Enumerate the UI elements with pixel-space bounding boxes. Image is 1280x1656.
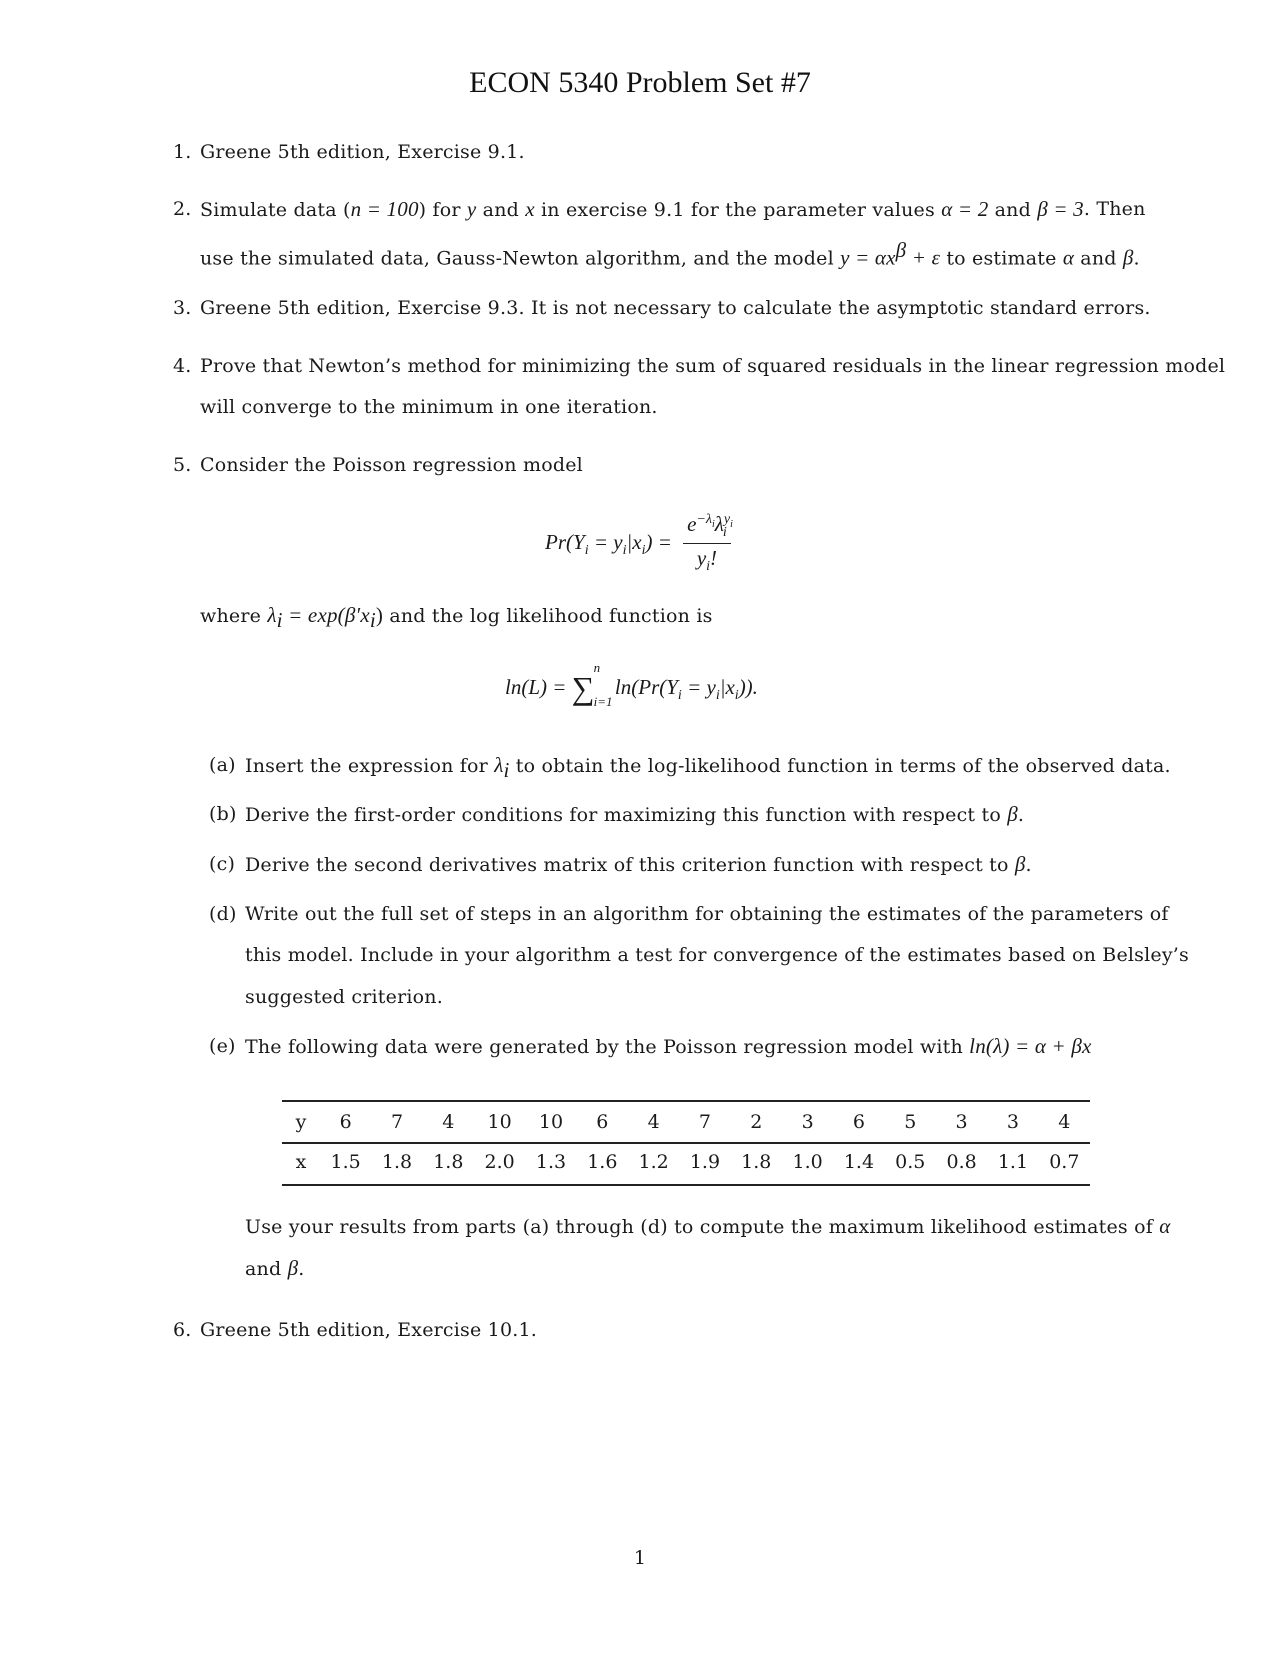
part-a-text: [245, 752, 1171, 783]
table-cell: 3: [801, 1111, 814, 1133]
problem-3-number: 3.: [173, 297, 192, 319]
part-a-t2: to obtain the log-likelihood function in terms of the observed data.: [509, 755, 1171, 777]
part-e-after-line-1: [245, 1213, 1170, 1240]
p2-beta: β: [1122, 245, 1134, 270]
part-e-eq: ln(λ) = α + βx: [969, 1034, 1092, 1058]
p2-n-eq: n = 100: [350, 197, 419, 221]
p2-text: .: [1133, 247, 1140, 270]
problem-4-line-2: will converge to the minimum in one iteration.: [200, 396, 658, 418]
where-lambda: λ: [267, 603, 277, 627]
p2-text: Simulate data (: [200, 199, 351, 221]
ll-lhs: ln(L) =: [505, 674, 567, 699]
part-d-line-1: Write out the full set of steps in an algorithm for obtaining the estimates of the parameters of: [245, 903, 1169, 925]
pmf-denominator: [683, 544, 731, 575]
part-c-t2: .: [1025, 854, 1032, 876]
ll-rhs-4: )).: [738, 674, 758, 699]
pmf-lambda-sub: i: [722, 525, 727, 541]
pmf-pr: Pr(Y: [545, 529, 585, 554]
p2-model-sup: β: [895, 238, 907, 262]
pmf-close: ) =: [645, 529, 672, 554]
table-cell: 1.9: [689, 1151, 721, 1173]
p2-model-rhs: + ε: [906, 245, 941, 270]
table-cell: 2: [750, 1111, 763, 1133]
part-c-t1: Derive the second derivatives matrix of this criterion function with respect to: [245, 854, 1015, 876]
table-cell: 1.8: [741, 1151, 772, 1173]
pmf-sub: i: [641, 542, 646, 558]
part-e-t1: The following data were generated by the Poisson regression model with: [245, 1036, 970, 1058]
pmf-lambda: λ: [714, 512, 724, 536]
problem-6-number: 6.: [173, 1319, 192, 1341]
part-a-label: (a): [209, 754, 236, 776]
pmf-bar: |x: [626, 529, 642, 554]
pmf-sub: i: [622, 542, 627, 558]
table-cell: 3: [955, 1111, 968, 1133]
table-cell: 6: [339, 1111, 352, 1133]
pmf-exp: [696, 512, 715, 530]
part-b-sym: β: [1007, 802, 1018, 826]
where-line: [200, 602, 713, 633]
part-c-text: [245, 851, 1032, 878]
part-b-t1: Derive the first-order conditions for maximizing this function with respect to: [245, 804, 1008, 826]
part-a-t1: Insert the expression for: [245, 755, 495, 777]
ll-rhs-2: = y: [681, 674, 716, 699]
table-row-x: [282, 1142, 1090, 1182]
p2-text: and: [1074, 247, 1123, 270]
table-cell: 6: [596, 1111, 609, 1133]
part-c-sym: β: [1014, 852, 1026, 876]
problem-3-text: Greene 5th edition, Exercise 9.3. It is not necessary to calculate the asymptotic standard errors.: [200, 297, 1151, 319]
problem-6-text: Greene 5th edition, Exercise 10.1.: [200, 1319, 538, 1341]
part-e-after-t1: Use your results from parts (a) through (d) to compute the maximum likelihood estimates of: [245, 1216, 1160, 1238]
problem-4-line-1: Prove that Newton’s method for minimizing the sum of squared residuals in the linear regression model: [200, 355, 1226, 377]
part-b-text: [245, 801, 1024, 828]
part-d-line-2: this model. Include in your algorithm a test for convergence of the estimates based on Belsley’s: [245, 944, 1189, 966]
p2-x: x: [525, 197, 535, 221]
table-cell: 5: [904, 1111, 917, 1133]
where-text: and the log likelihood function is: [383, 605, 713, 627]
problem-2-line-2: [200, 237, 1140, 271]
p2-model-lhs: y = αx: [840, 245, 896, 270]
table-cell: 10: [538, 1111, 564, 1133]
problem-5-number: 5.: [173, 454, 192, 476]
table-cell: 1.6: [587, 1151, 618, 1173]
part-e-after-line-2: [245, 1255, 305, 1282]
part-b-t2: .: [1017, 804, 1025, 826]
pmf-den-fact: !: [710, 546, 718, 571]
table-cell: 2.0: [484, 1151, 515, 1173]
ll-rhs-3: |x: [719, 674, 735, 699]
table-cell: 1.2: [638, 1151, 669, 1173]
table-cell: 6: [852, 1111, 865, 1133]
p2-text: to estimate: [940, 247, 1063, 270]
pmf-e: e: [687, 512, 697, 536]
part-d-line-3: suggested criterion.: [245, 986, 443, 1008]
p2-y: y: [466, 197, 477, 221]
table-row-label: y: [295, 1111, 307, 1133]
ll-rhs: [614, 674, 758, 703]
part-a-sub: i: [503, 757, 510, 782]
poisson-pmf-equation: [545, 512, 731, 575]
sum-upper: n: [593, 660, 601, 675]
pmf-exp-sub: i: [711, 518, 715, 530]
pmf-exp-text: −λ: [696, 512, 712, 527]
p2-alpha: α: [1062, 245, 1075, 270]
table-cell: 1.3: [535, 1151, 567, 1173]
data-table: [282, 1102, 1090, 1182]
problem-2-line-1: [200, 196, 1146, 223]
sum-operator: [571, 660, 613, 709]
pmf-lambda-sup-text: y: [723, 512, 731, 527]
table-cell: 10: [487, 1111, 512, 1133]
where-close: ): [375, 603, 384, 627]
part-e-beta: β: [287, 1256, 299, 1280]
page-title: ECON 5340 Problem Set #7: [469, 66, 811, 99]
table-cell: 3: [1006, 1111, 1019, 1133]
table-cell: 1.4: [843, 1151, 875, 1173]
table-cell: 1.0: [792, 1151, 823, 1173]
ll-sub: i: [715, 688, 720, 703]
part-e-text: [245, 1033, 1092, 1060]
where-lambda-sub: i: [276, 607, 283, 632]
table-cell: 1.1: [997, 1151, 1029, 1173]
table-cell: 4: [442, 1111, 455, 1133]
sigma-symbol: ∑: [571, 670, 595, 706]
part-a-sym: λ: [494, 753, 504, 777]
part-e-after-t2: and: [245, 1258, 288, 1280]
p2-text: use the simulated data, Gauss-Newton algorithm, and the model: [200, 247, 841, 270]
where-eq: = exp(β′x: [282, 603, 370, 627]
table-cell: 7: [698, 1111, 711, 1133]
table-cell: 4: [1058, 1111, 1071, 1133]
table-row-label: x: [295, 1151, 307, 1173]
pmf-lambda-sup-sub: i: [730, 518, 733, 530]
table-cell: 1.5: [330, 1151, 361, 1173]
pmf-sub: i: [584, 542, 589, 558]
table-cell: 7: [390, 1111, 404, 1133]
problem-1-text: Greene 5th edition, Exercise 9.1.: [200, 141, 525, 163]
ll-rhs-1: ln(Pr(Y: [614, 674, 678, 699]
pmf-lhs: [545, 529, 672, 558]
p2-text: ) for: [418, 199, 467, 221]
problem-4-number: 4.: [173, 355, 192, 377]
part-e-after-t3: .: [298, 1258, 305, 1280]
pmf-den-y: y: [696, 546, 707, 571]
table-cell: 0.8: [946, 1151, 977, 1173]
pmf-fraction: [683, 512, 731, 575]
ll-sub: i: [677, 688, 682, 703]
part-b-label: (b): [209, 803, 237, 825]
pmf-den-sub: i: [706, 559, 711, 575]
part-d-label: (d): [209, 903, 237, 925]
p2-text: and: [476, 199, 526, 221]
pmf-eq: = y: [588, 529, 623, 554]
part-e-alpha: α: [1159, 1214, 1171, 1238]
problem-2-number: 2.: [173, 198, 192, 220]
p2-text: and: [988, 199, 1038, 221]
p2-alpha-eq: α = 2: [941, 197, 989, 221]
where-eq-sub: i: [369, 607, 376, 632]
table-cell: 4: [647, 1111, 660, 1133]
p2-text: in exercise 9.1 for the parameter values: [534, 199, 942, 221]
log-likelihood-equation: [505, 660, 758, 709]
problem-1-number: 1.: [173, 141, 192, 163]
pmf-numerator: [683, 512, 731, 544]
table-row-y: [282, 1102, 1090, 1142]
sum-lower: i=1: [593, 694, 613, 709]
ll-sub: i: [734, 688, 739, 703]
part-c-label: (c): [209, 853, 236, 875]
page-number: 1: [633, 1547, 647, 1569]
table-bottom-rule: [282, 1184, 1090, 1186]
p2-beta-eq: β = 3: [1037, 197, 1084, 221]
table-cell: 0.7: [1049, 1151, 1080, 1173]
p2-text: . Then: [1083, 198, 1146, 220]
part-e-label: (e): [209, 1035, 236, 1057]
where-text: where: [200, 605, 268, 627]
table-cell: 1.8: [381, 1151, 413, 1173]
table-cell: 0.5: [895, 1151, 926, 1173]
p2-seg: [200, 196, 1084, 223]
problem-5-intro: Consider the Poisson regression model: [200, 454, 583, 476]
table-cell: 1.8: [433, 1151, 464, 1173]
